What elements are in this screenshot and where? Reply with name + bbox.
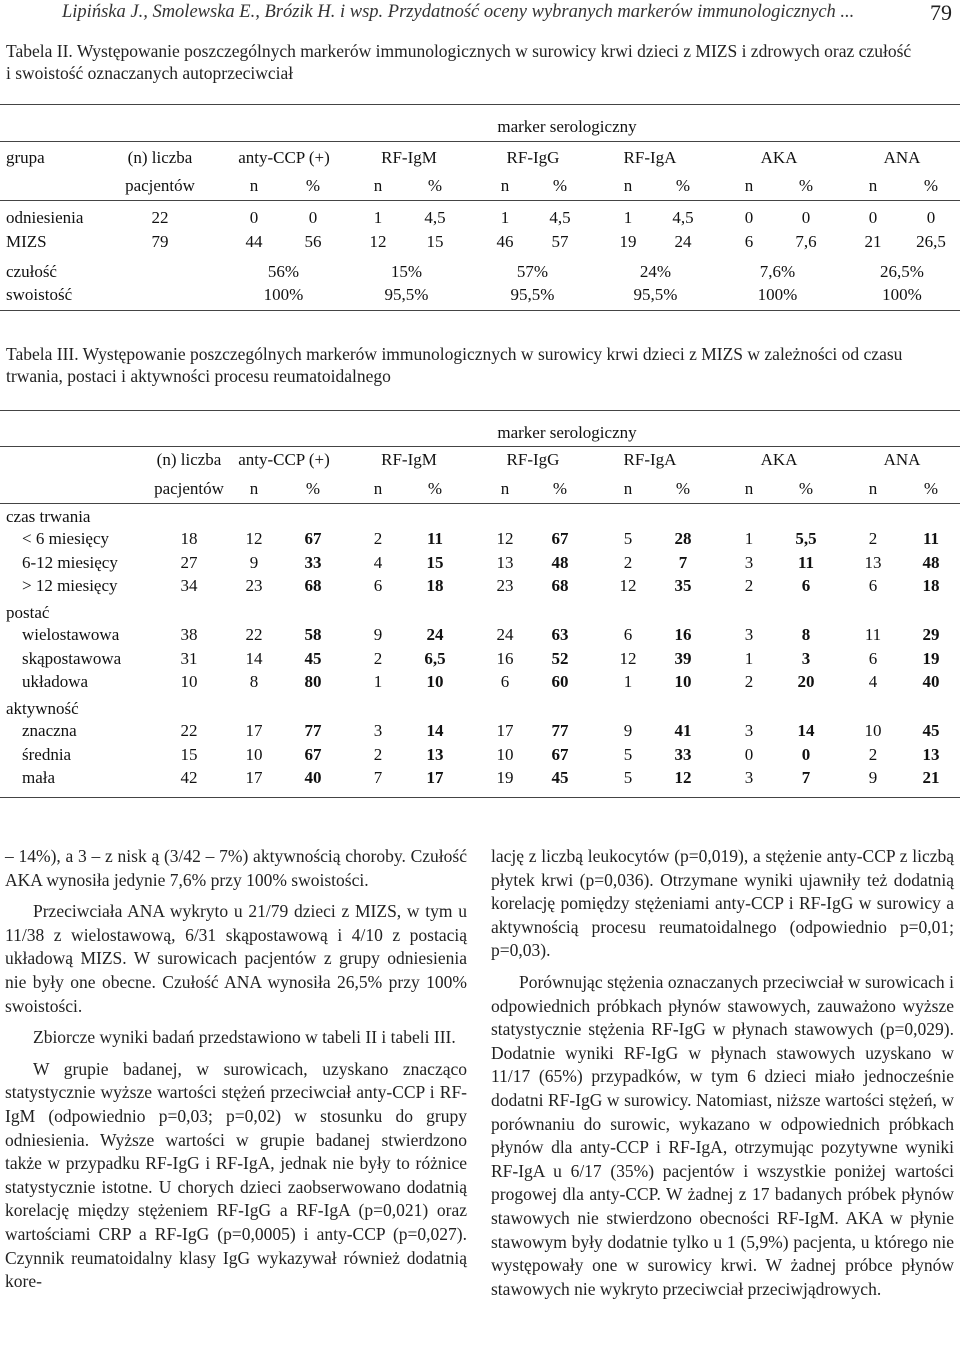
table-cell: 0 [868,208,878,227]
table-cell: 24 [674,232,692,251]
running-title: Lipińska J., Smolewska E., Brózik H. i wsp. Przydatność oceny wybranych markerów immunologicznych ... [62,2,855,22]
table-cell: 1 [623,672,633,691]
row-label: swoistość [6,285,73,304]
table-cell: 10 [245,744,263,764]
percent-cell: 7 [801,768,811,787]
count-column-header: pacjentów [154,479,224,498]
percent-cell: 60 [551,672,569,691]
table3-caption-line: trwania, postaci i aktywności procesu reumatoidalnego [6,366,391,386]
percent-column-header: % [923,176,939,195]
n-column-header: n [373,479,383,498]
percent-cell: 68 [551,576,569,595]
table-cell: 2 [744,576,754,595]
percent-cell: 41 [674,721,692,740]
percent-column-header: % [798,176,814,195]
percent-cell: 11 [426,529,444,548]
percent-cell: 67 [304,744,322,764]
table-cell: 3 [744,625,754,644]
marker-column-header: anty-CCP (+) [238,450,330,469]
table-cell: 0 [308,208,318,227]
table-cell: 0 [744,744,754,764]
percent-column-header: % [675,176,691,195]
table-cell: 17 [245,768,263,787]
percent-cell: 29 [922,625,940,644]
count-cell: 18 [180,529,198,548]
table2-caption [6,40,956,84]
table-cell: 3 [744,721,754,740]
sensitivity-cell: 15% [390,262,423,281]
table-cell: 6 [373,576,383,595]
table3-caption-line: Tabela III. Występowanie poszczególnych markerów immunologicznych w surowicy krwi dzieci z MIZS w zależności od czasu [6,344,903,364]
table-cell: 22 [245,625,263,644]
table-cell: 2 [373,744,383,764]
n-column-header: n [373,176,383,195]
percent-cell: 68 [304,576,322,595]
percent-cell: 6 [801,576,811,595]
marker-header-rule [0,141,960,142]
table-cell: 12 [369,232,387,251]
table-cell: 26,5 [916,232,946,251]
specificity-cell: 100% [757,285,798,304]
n-column-header: n [249,176,259,195]
percent-cell: 8 [801,625,811,644]
page-number: 79 [930,0,952,25]
percent-cell: 24 [426,625,444,644]
table-cell: 4,5 [672,208,694,227]
n-column-header: n [500,176,510,195]
table-cell: 6 [868,648,878,668]
percent-cell: 18 [426,576,444,595]
table-cell: 44 [245,232,263,251]
table-cell: 1 [373,672,383,691]
table-cell: 13 [496,552,514,572]
table-cell: 12 [496,529,514,548]
percent-cell: 77 [304,721,322,740]
percent-cell: 63 [551,625,569,644]
percent-column-header: % [923,479,939,498]
specificity-cell: 95,5% [633,285,678,304]
marker-column-header: RF-IgG [506,450,560,469]
percent-cell: 15 [426,552,444,572]
table-cell: 1 [744,529,754,548]
row-label: średnia [22,744,72,764]
percent-cell: 21 [922,768,940,787]
count-cell: 10 [180,672,198,691]
n-column-header: n [868,176,878,195]
percent-cell: 11 [797,552,815,572]
table-cell: 1 [373,208,383,227]
percent-column-header: % [798,479,814,498]
percent-cell: 7 [678,552,688,572]
count-cell: 15 [180,744,198,764]
table-cell: 6 [500,672,510,691]
percent-cell: 33 [304,552,322,572]
count-cell: 38 [180,625,198,644]
group-title: aktywność [6,699,79,718]
marker-column-header: ANA [883,450,921,469]
percent-column-header: % [552,176,568,195]
row-label: MIZS [6,232,47,251]
percent-cell: 20 [797,672,815,691]
percent-cell: 40 [304,768,322,787]
table-cell: 0 [801,208,811,227]
table-bottom-rule [0,797,960,798]
table-cell: 17 [245,721,263,740]
percent-cell: 16 [674,625,692,644]
table-cell: 19 [619,232,637,251]
table-cell: 2 [623,552,633,572]
percent-cell: 48 [551,552,569,572]
table-cell: 4 [868,672,878,691]
table-bottom-rule [0,310,960,311]
percent-cell: 3 [801,648,811,668]
table-cell: 1 [744,648,754,668]
table-cell: 12 [245,529,263,548]
marker-column-header: RF-IgA [623,148,677,167]
percent-cell: 40 [922,672,940,691]
table-cell: 10 [496,744,514,764]
group-column-header: grupa [6,148,45,167]
table3-caption [6,343,956,387]
count-cell: 34 [180,576,198,595]
specificity-cell: 95,5% [510,285,555,304]
paragraph: Przeciwciała ANA wykryto u 21/79 dzieci z MIZS, w tym u 11/38 z wielostawową, 6/31 skąpostawową i 4/10 z postacią układową MIZS. W surowicach pacjentów z grupy odniesienia nie były one obecne. Czułość ANA wynosiła 26,5% przy 100% swoistości. [5,901,467,1016]
percent-cell: 10 [426,672,444,691]
marker-header: marker serologiczny [497,117,637,136]
percent-cell: 0 [801,744,811,764]
table-cell: 2 [373,648,383,668]
row-label: układowa [22,672,89,691]
n-column-header: n [744,176,754,195]
table-cell: 3 [744,768,754,787]
n-column-header: n [623,176,633,195]
sensitivity-cell: 56% [267,262,300,281]
table-cell: 4,5 [424,208,446,227]
percent-cell: 35 [674,576,692,595]
row-label: odniesienia [6,208,84,227]
table-cell: 0 [249,208,259,227]
percent-cell: 58 [304,625,322,644]
row-label: wielostawowa [22,625,120,644]
table-cell: 0 [744,208,754,227]
percent-cell: 14 [426,721,444,740]
marker-column-header: RF-IgA [623,450,677,469]
table-cell: 15 [426,232,444,251]
marker-column-header: RF-IgM [381,450,437,469]
table-cell: 2 [373,529,383,548]
count-column-header: pacjentów [125,176,195,195]
row-label: czułość [6,262,57,281]
percent-cell: 77 [551,721,569,740]
table-cell: 9 [373,625,383,644]
table-cell: 7,6 [795,232,817,251]
table2-caption-line: i swoistość oznaczanych autoprzeciwciał [6,63,294,83]
marker-column-header: RF-IgM [381,148,437,167]
percent-cell: 19 [922,648,940,668]
running-header [0,0,960,34]
body-right-column [491,845,954,1301]
table-cell: 4 [373,552,383,572]
percent-cell: 52 [551,648,569,668]
group-title: postać [6,603,50,622]
percent-cell: 45 [922,721,940,740]
row-label: > 12 miesięcy [22,576,118,595]
sensitivity-cell: 26,5% [880,262,924,281]
percent-cell: 13 [922,744,940,764]
count-cell: 42 [180,768,198,787]
table-cell: 57 [551,232,569,251]
percent-column-header: % [427,479,443,498]
table-cell: 6 [623,625,633,644]
n-column-header: n [500,479,510,498]
percent-cell: 33 [674,744,692,764]
marker-column-header: AKA [760,450,798,469]
sensitivity-cell: 57% [516,262,549,281]
table-cell: 56 [304,232,322,251]
count-cell: 22 [180,721,198,740]
table-cell: 17 [496,721,514,740]
row-label: znaczna [22,721,77,740]
percent-cell: 80 [304,672,322,691]
header-bottom-rule [0,200,960,201]
percent-cell: 11 [922,529,940,548]
percent-cell: 12 [674,768,692,787]
count-cell: 27 [180,552,198,572]
percent-column-header: % [552,479,568,498]
count-column-header: (n) liczba [156,450,222,469]
table-cell: 24 [496,625,514,644]
table-cell: 1 [623,208,633,227]
marker-column-header: anty-CCP (+) [238,148,330,167]
header-bottom-rule [0,503,960,504]
table-cell: 9 [249,552,259,572]
count-cell: 22 [151,208,169,227]
percent-cell: 17 [426,768,444,787]
count-column-header: (n) liczba [127,148,193,167]
sensitivity-cell: 24% [639,262,672,281]
table-cell: 10 [864,721,882,740]
table-cell: 5 [623,768,633,787]
table-cell: 12 [619,576,637,595]
table-cell: 12 [619,648,637,668]
table-cell: 5 [623,744,633,764]
body-left-column [5,845,467,1294]
table-cell: 2 [868,744,878,764]
row-label: skąpostawowa [22,648,122,668]
percent-cell: 6,5 [424,648,446,668]
table-cell: 21 [864,232,882,251]
percent-cell: 67 [551,744,569,764]
table-cell: 1 [500,208,510,227]
row-label: mała [22,768,56,787]
table-cell: 5 [623,529,633,548]
count-cell: 31 [180,648,198,668]
table-cell: 2 [868,529,878,548]
table-cell: 9 [868,768,878,787]
paragraph: W grupie badanej, w surowicach, uzyskano znacząco statystycznie wyższe wartości stężeń przeciwciał anty-CCP i RF-IgM (odpowiednio p=0,03; p=0,02) w stosunku do grupy odniesienia. Wyższe wartości w grupie badanej stwierdzono także w przypadku RF-IgG i RF-IgA, jednak nie były to różnice statystycznie istotne. U chorych dzieci zaobserwowano dodatnią korelację między stężeniem RF-IgG a RF-IgA (p=0,021) oraz wartościami CRP a RF-IgG (p=0,0005) i anty-CCP (p=0,027). Czynnik reumatoidalny klasy IgG wykazywał również dodatnią kore- [5,1058,467,1292]
percent-cell: 48 [922,552,940,572]
row-label: 6-12 miesięcy [22,552,118,572]
marker-column-header: ANA [883,148,921,167]
sensitivity-cell: 7,6% [759,262,796,281]
n-column-header: n [623,479,633,498]
paragraph: lację z liczbą leukocytów (p=0,019), a stężenie anty-CCP z liczbą płytek krwi (p=0,036). Otrzymane wyniki ujawniły też dodatnią korelację pomiędzy stężeniami anty-CCP i RF-IgG w surowicy a aktywnością procesu reumatoidalnego (odpowiednio p=0,01; p=0,03). [491,846,954,961]
percent-cell: 28 [674,529,692,548]
table-cell: 3 [373,721,383,740]
marker-header: marker serologiczny [497,423,637,442]
table-cell: 2 [744,672,754,691]
table2-caption-line: Tabela II. Występowanie poszczególnych markerów immunologicznych w surowicy krwi dzieci z MIZS i zdrowych oraz czułość [6,41,912,61]
table-cell: 23 [245,576,263,595]
table-cell: 0 [926,208,936,227]
table-cell: 9 [623,721,633,740]
table-cell: 6 [868,576,878,595]
percent-column-header: % [427,176,443,195]
marker-header-rule [0,446,960,447]
percent-cell: 13 [426,744,444,764]
percent-cell: 67 [304,529,322,548]
table-cell: 19 [496,768,514,787]
n-column-header: n [868,479,878,498]
percent-column-header: % [305,479,321,498]
table-cell: 6 [744,232,754,251]
percent-cell: 10 [674,672,692,691]
percent-cell: 45 [304,648,322,668]
paragraph: – 14%), a 3 – z nisk ą (3/42 – 7%) aktywnością choroby. Czułość AKA wynosiła jedynie 7,6% przy 100% swoistości. [5,846,467,890]
table-top-rule [0,410,960,411]
specificity-cell: 95,5% [384,285,429,304]
percent-column-header: % [675,479,691,498]
table-cell: 7 [373,768,383,787]
percent-cell: 14 [797,721,815,740]
percent-cell: 5,5 [795,529,817,548]
n-column-header: n [744,479,754,498]
group-title: czas trwania [6,507,91,526]
percent-cell: 67 [551,529,569,548]
percent-cell: 18 [922,576,940,595]
table-cell: 11 [864,625,882,644]
paragraph: Zbiorcze wyniki badań przedstawiono w tabeli II i tabeli III. [33,1027,456,1048]
row-label: < 6 miesięcy [22,529,110,548]
table-top-rule [0,104,960,105]
marker-column-header: RF-IgG [506,148,560,167]
paragraph: Porównując stężenia oznaczanych przeciwciał w surowicach i odpowiednich próbkach płynów stawowych, zauważono wyższe statystycznie stężenia RF-IgG w płynach stawowych (p=0,029). Dodatnie wyniki RF-IgG w płynach stawowych uzyskano w 11/17 (65%) przypadków, w tym 6 dzieci miało jednocześnie dodatni RF-IgG w surowicy. Natomiast, niższe wartości stężeń, w porównaniu do surowic, wykazano w odpowiednich próbkach płynów dla anty-CCP i RF-IgA, otrzymując pozytywne wyniki RF-IgA u 6/17 (35%) pacjentów i wszystkie poniżej wartości progowej dla anty-CCP. W żadnej z 17 badanych próbek płynów stawowych nie stwierdzono obecności RF-IgM. AKA w płynie stawowym były dodatnie tylko u 1 (5,9%) pacjenta, u którego nie występowały one w surowicy krwi. W żadnej próbce płynów stawowych nie wykryto przeciwciał przeciwjądrowych. [491,971,954,1299]
table-cell: 3 [744,552,754,572]
table-cell: 14 [245,648,263,668]
percent-cell: 39 [674,648,692,668]
table-cell: 23 [496,576,514,595]
table-cell: 4,5 [549,208,571,227]
n-column-header: n [249,479,259,498]
percent-cell: 45 [551,768,569,787]
table-cell: 16 [496,648,514,668]
count-cell: 79 [151,232,169,251]
percent-column-header: % [305,176,321,195]
table-cell: 13 [864,552,882,572]
table-cell: 46 [496,232,514,251]
marker-column-header: AKA [760,148,798,167]
table-cell: 8 [249,672,259,691]
specificity-cell: 100% [882,285,922,304]
specificity-cell: 100% [263,285,304,304]
